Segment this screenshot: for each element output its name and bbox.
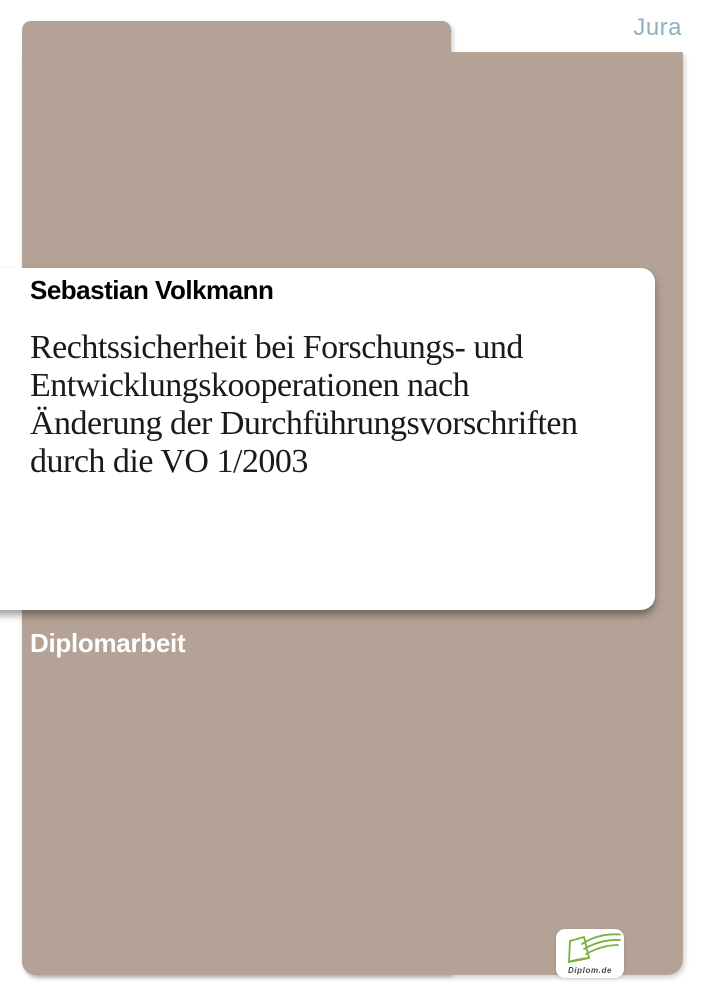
book-title-line: Entwicklungskooperationen nach xyxy=(30,367,470,404)
book-title-line: Änderung der Durchführungsvorschriften xyxy=(30,405,578,442)
book-title xyxy=(30,329,619,481)
publisher-logo-badge xyxy=(556,929,624,978)
book-title-line: Rechtssicherheit bei Forschungs- und xyxy=(30,329,523,366)
diplom-pages-swoosh-icon xyxy=(558,931,622,967)
category-label: Jura xyxy=(633,14,682,41)
book-title-line: durch die VO 1/2003 xyxy=(30,443,308,480)
title-box xyxy=(0,268,655,610)
author-name: Sebastian Volkmann xyxy=(30,275,274,305)
publisher-brand-label: Diplom.de xyxy=(567,966,613,975)
document-type-label: Diplomarbeit xyxy=(30,628,186,658)
